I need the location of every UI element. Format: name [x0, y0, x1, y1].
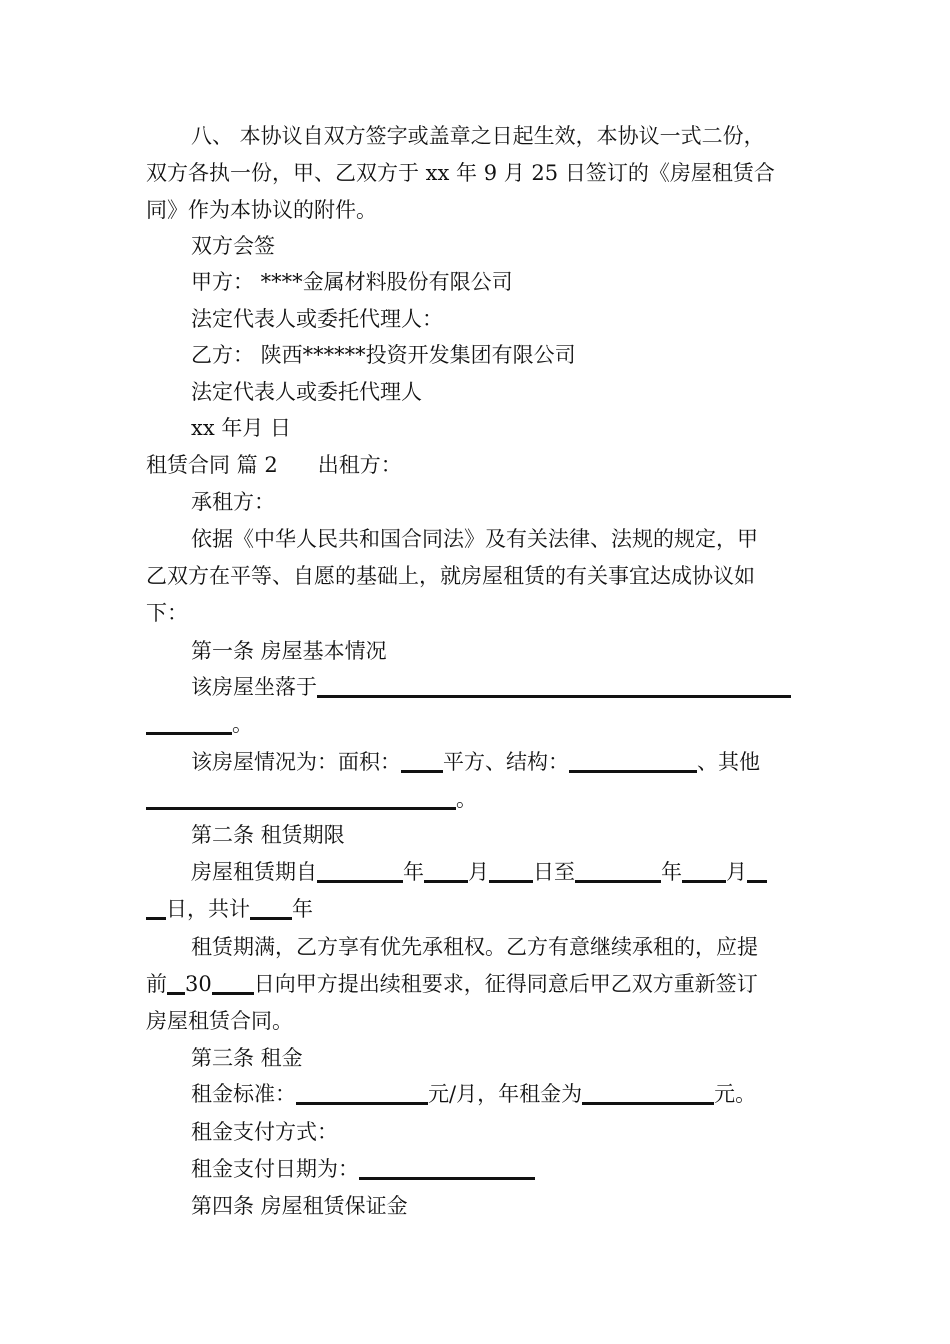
paragraph-line: 下：: [146, 601, 188, 625]
end-day-blank-cont[interactable]: [146, 917, 166, 920]
paragraph-line: 双方各执一份，甲、乙双方于 xx 年 9 月 25 日签订的《房屋租赁合: [146, 161, 775, 185]
structure-blank[interactable]: [569, 770, 697, 773]
renewal-days: 30: [185, 972, 212, 996]
lessor-label: 出租方：: [317, 453, 402, 477]
date-line: xx 年月 日: [191, 416, 292, 440]
lease-term-line-cont: 日，共计 年: [0, 891, 950, 928]
article-heading: 第四条 房屋租赁保证金: [191, 1194, 408, 1218]
paragraph-line: 双方会签: [191, 234, 275, 258]
end-day-blank[interactable]: [747, 880, 767, 883]
article-heading: 第二条 租赁期限: [191, 823, 345, 847]
article-heading: 第三条 租金: [191, 1046, 303, 1070]
end-month-blank[interactable]: [682, 880, 726, 883]
paragraph-line: 法定代表人或委托代理人: [191, 380, 422, 404]
area-blank[interactable]: [401, 770, 443, 773]
location-line: 该房屋坐落于: [0, 669, 950, 706]
lessee-label: 承租方：: [191, 490, 275, 514]
rent-standard-line: 租金标准： 元/月，年租金为 元。: [191, 1082, 757, 1106]
section-heading-line: [0, 447, 950, 484]
monthly-rent-blank[interactable]: [296, 1102, 428, 1105]
location-blank[interactable]: [317, 695, 791, 698]
lease-term-line: 房屋租赁期自 年 月 日至 年 月: [0, 854, 950, 891]
other-blank[interactable]: [146, 807, 456, 810]
end-year-blank[interactable]: [575, 880, 661, 883]
start-year-blank[interactable]: [317, 880, 403, 883]
paragraph-line: 法定代表人或委托代理人：: [191, 307, 443, 331]
location-blank-cont[interactable]: [146, 732, 232, 735]
renewal-line: 前 30 日向甲方提出续租要求，征得同意后甲乙双方重新签订: [146, 972, 758, 996]
total-years-blank[interactable]: [250, 917, 292, 920]
paragraph-line: 租赁期满，乙方享有优先承租权。乙方有意继续承租的，应提: [191, 935, 758, 959]
renewal-blank-pre[interactable]: [167, 992, 185, 995]
house-condition-line: 该房屋情况为：面积： 平方、结构： 、其他: [191, 750, 760, 774]
article-heading: 第一条 房屋基本情况: [191, 639, 387, 663]
annual-rent-blank[interactable]: [582, 1102, 714, 1105]
payment-method-line: 租金支付方式：: [191, 1120, 338, 1144]
payment-date-line: 租金支付日期为：: [0, 1151, 950, 1188]
section-title: 租赁合同 篇 2: [146, 453, 278, 477]
paragraph-line: 依据《中华人民共和国合同法》及有关法律、法规的规定，甲: [191, 527, 758, 551]
renewal-blank-post[interactable]: [212, 992, 254, 995]
location-line-cont: 。: [0, 706, 950, 743]
house-condition-line-cont: 。: [0, 781, 950, 818]
start-day-blank[interactable]: [489, 880, 533, 883]
party-a-line: 甲方： ****金属材料股份有限公司: [191, 270, 513, 294]
paragraph-line: 同》作为本协议的附件。: [146, 198, 377, 222]
payment-date-blank[interactable]: [359, 1177, 535, 1180]
party-b-line: 乙方： 陕西******投资开发集团有限公司: [191, 343, 576, 367]
paragraph-line: 八、 本协议自双方签字或盖章之日起生效，本协议一式二份，: [191, 124, 765, 148]
paragraph-line: 乙双方在平等、自愿的基础上，就房屋租赁的有关事宜达成协议如: [146, 564, 755, 588]
start-month-blank[interactable]: [424, 880, 468, 883]
paragraph-line: 房屋租赁合同。: [146, 1009, 293, 1033]
